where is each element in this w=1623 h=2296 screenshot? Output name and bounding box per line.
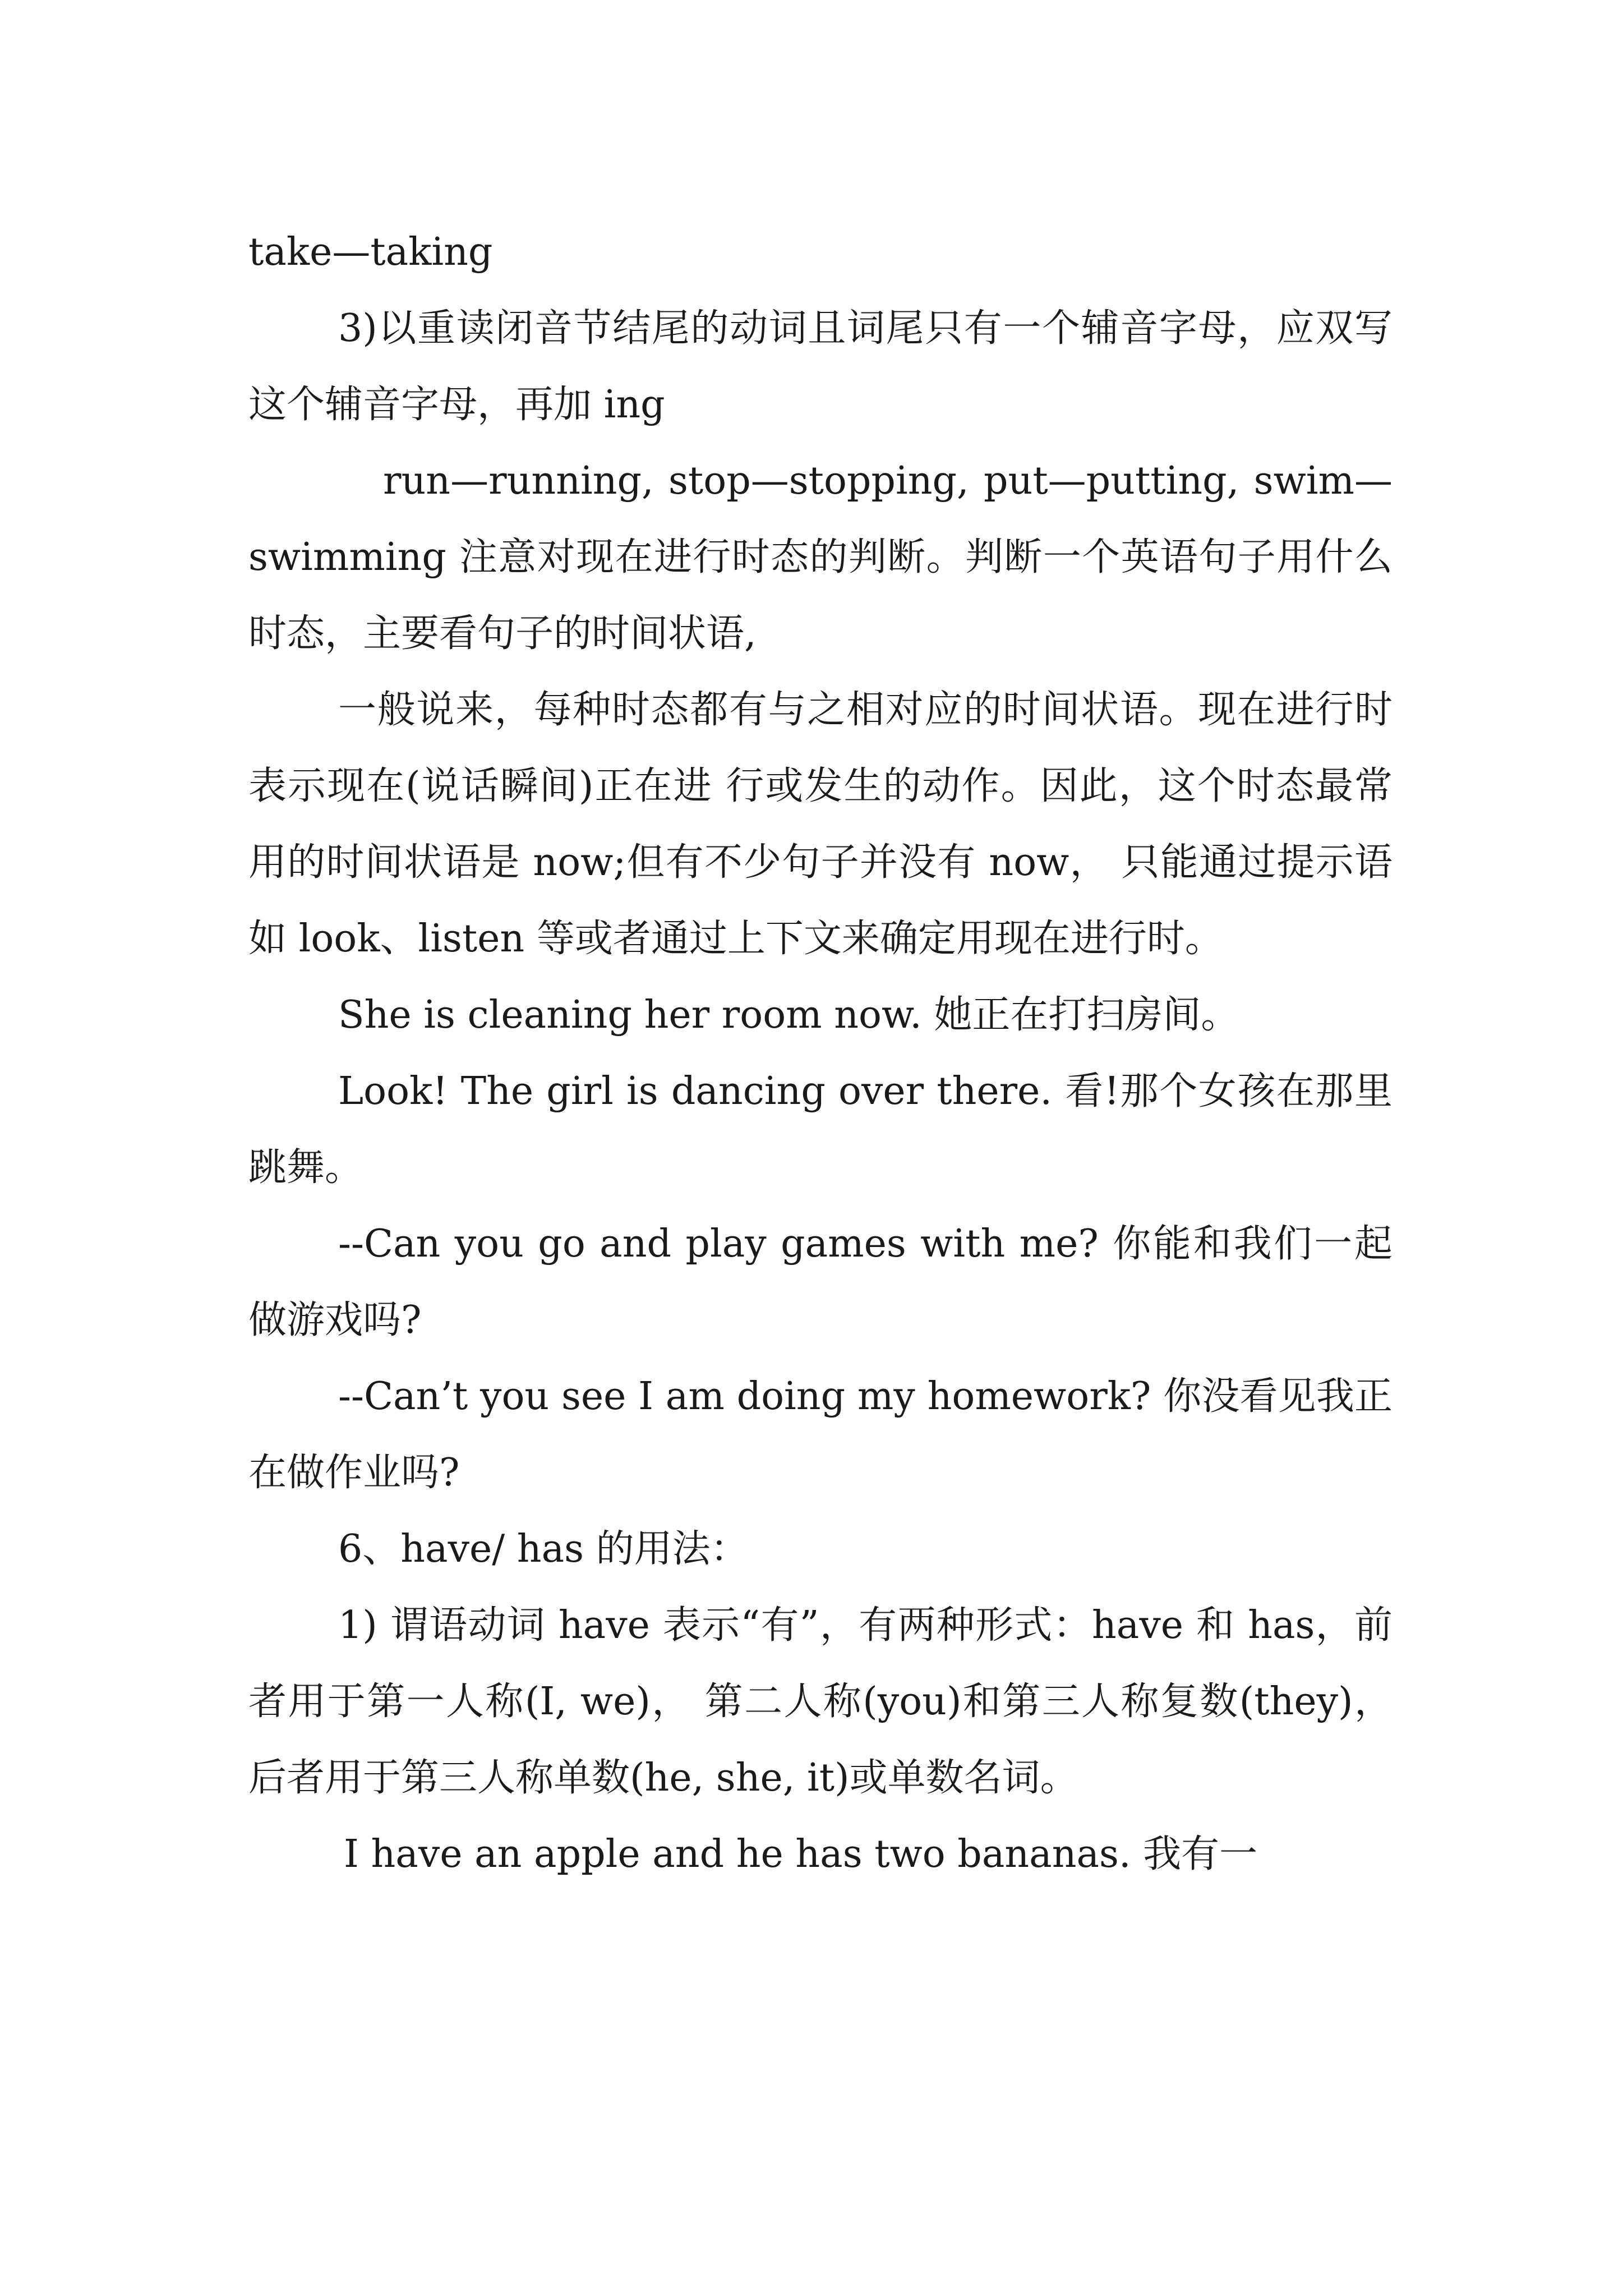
paragraph-time-adverbials: 一般说来，每种时态都有与之相对应的时间状语。现在进行时表示现在(说话瞬间)正在进 行或发生的动作。因此，这个时态最常用的时间状语是 now;但有不少句子并没有 now， 只能通过提示语如 look、listen 等或者通过上下文来确定用现在进行时。 <box>248 688 1393 961</box>
paragraph-have-has-rule: 1) 谓语动词 have 表示“有”，有两种形式：have 和 has，前者用于第一人称(I, we)， 第二人称(you)和第三人称复数(they)，后者用于第三人称单数(he, she, it)或单数名词。 <box>248 1603 1393 1800</box>
example-apple-bananas: I have an apple and he has two bananas. 我有一 <box>344 1832 1258 1876</box>
document-body <box>248 214 1393 1893</box>
paragraph-take-taking: take—taking <box>248 230 493 274</box>
example-girl-dancing: Look! The girl is dancing over there. 看!那个女孩在那里跳舞。 <box>248 1069 1393 1190</box>
paragraph-doubling-examples: run—running, stop—stopping, put—putting, swim—swimming 注意对现在进行时态的判断。判断一个英语句子用什么时态，主要看句子的时间状语, <box>248 459 1393 656</box>
example-cleaning-room: She is cleaning her room now. 她正在打扫房间。 <box>338 993 1239 1037</box>
section-heading-have-has: 6、have/ has 的用法： <box>338 1527 749 1571</box>
example-play-games: --Can you go and play games with me? 你能和我们一起做游戏吗? <box>248 1222 1393 1342</box>
example-doing-homework: --Can’t you see I am doing my homework? 你没看见我正在做作业吗? <box>248 1374 1393 1495</box>
paragraph-rule-3: 3)以重读闭音节结尾的动词且词尾只有一个辅音字母，应双写这个辅音字母，再加 ing <box>248 306 1393 427</box>
